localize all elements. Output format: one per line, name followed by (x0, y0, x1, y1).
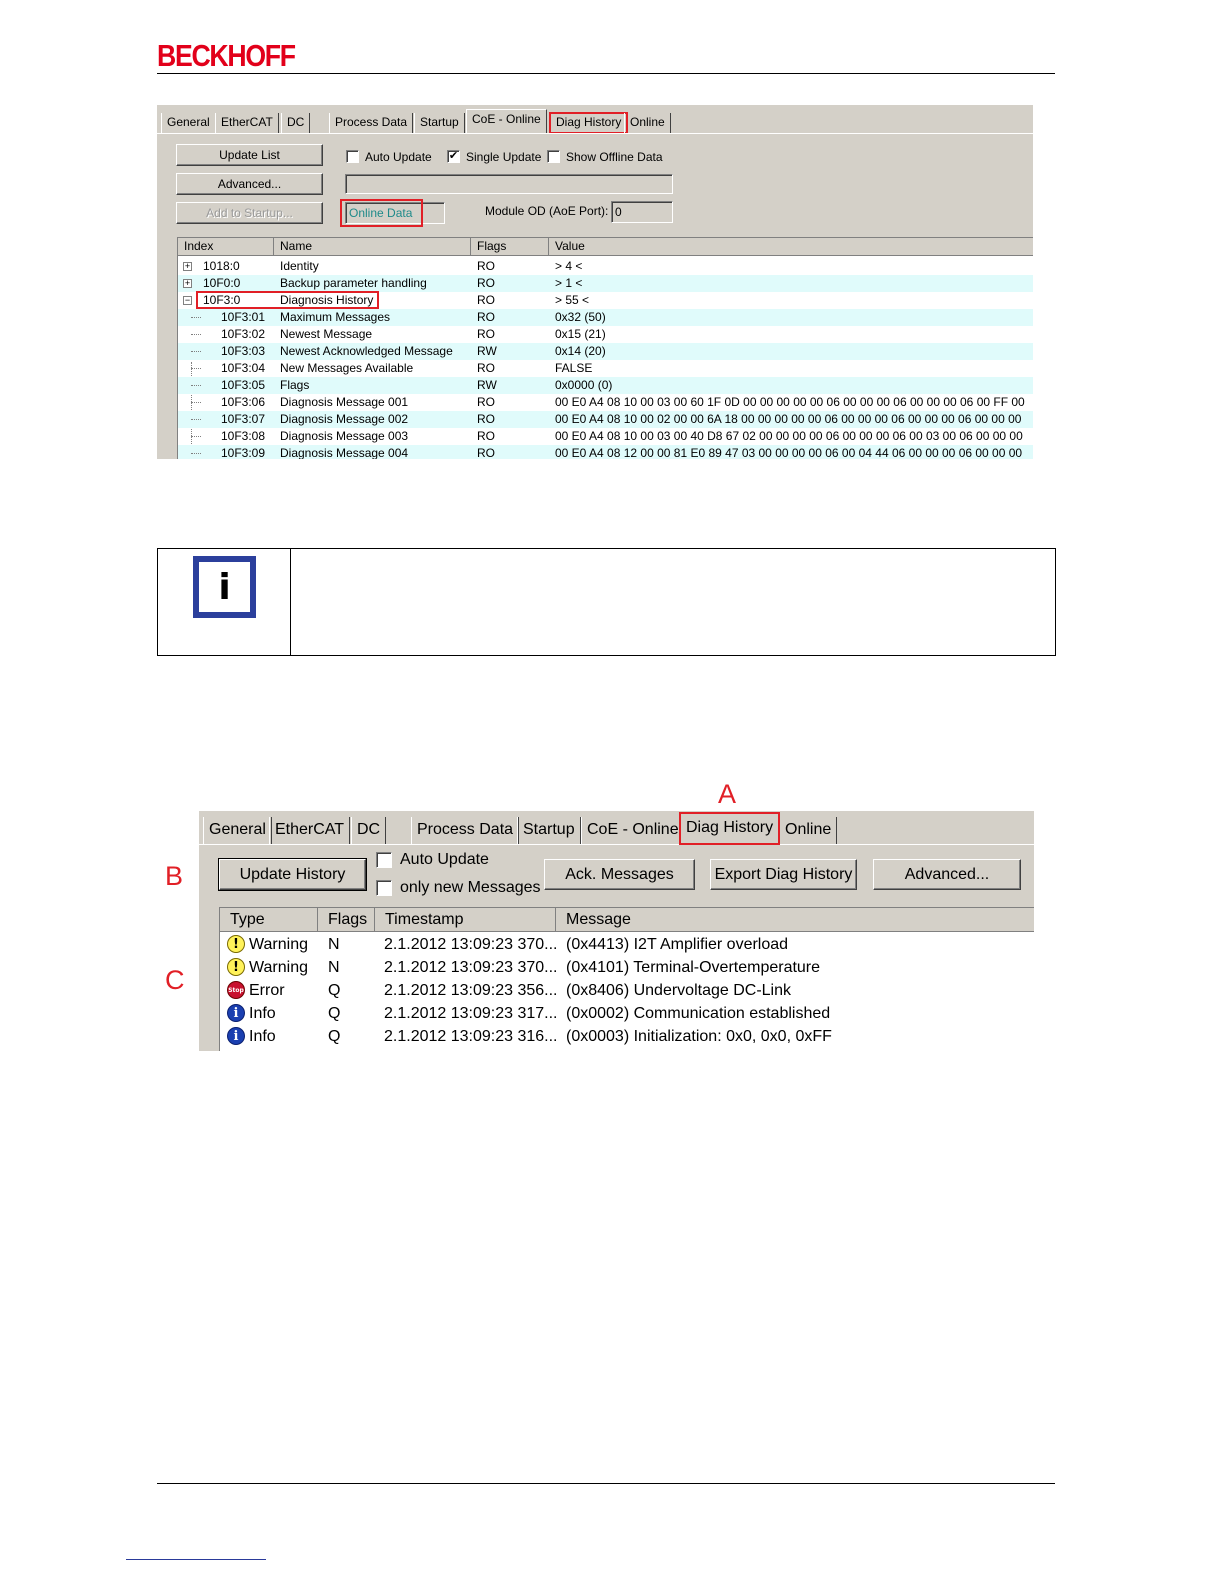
only-new-messages-checkbox[interactable] (376, 880, 392, 896)
update-list-button[interactable]: Update List (176, 144, 323, 166)
expand-icon[interactable]: + (184, 278, 191, 288)
tree-branch (191, 436, 201, 437)
row-value: > 1 < (555, 276, 583, 290)
row-message: (0x4413) I2T Amplifier overload (566, 936, 789, 953)
tab-dc[interactable]: DC (281, 113, 310, 133)
object-list (177, 237, 1033, 459)
coe-online-screenshot (157, 105, 1033, 459)
add-to-startup-button[interactable]: Add to Startup... (176, 202, 323, 224)
row-index: 1018:0 (203, 259, 240, 273)
tree-branch (191, 334, 201, 335)
tab-ethercat[interactable]: EtherCAT (215, 113, 279, 133)
header-rule (157, 73, 1055, 74)
row-type: Info (249, 1005, 276, 1022)
table-row[interactable] (220, 956, 1034, 979)
show-offline-label: Show Offline Data (566, 150, 663, 164)
column-name[interactable]: Name (274, 238, 471, 256)
row-index: 10F3:09 (221, 446, 266, 459)
tab-divider (157, 133, 1033, 134)
row-name: Diagnosis Message 001 (280, 395, 409, 409)
tab-diag-history[interactable]: Diag History (680, 813, 779, 844)
row-message: (0x8406) Undervoltage DC-Link (566, 982, 791, 999)
tab-diag-history[interactable]: Diag History (550, 113, 627, 133)
label-a: A (718, 779, 737, 809)
table-row[interactable] (178, 377, 1033, 394)
warning-icon: ! (227, 935, 245, 953)
row-flags: RO (477, 327, 495, 341)
row-type: Error (249, 982, 285, 999)
row-name: Identity (280, 259, 319, 273)
object-list-header (178, 238, 1033, 256)
single-update-label: Single Update (466, 150, 542, 164)
tab-online[interactable]: Online (624, 113, 671, 133)
note-divider (290, 549, 291, 655)
row-timestamp: 2.1.2012 13:09:23 370... (384, 936, 558, 953)
table-row[interactable] (178, 309, 1033, 326)
column-timestamp[interactable]: Timestamp (375, 908, 556, 932)
tab-divider (199, 844, 1034, 845)
row-value: 0x32 (50) (555, 310, 606, 324)
row-timestamp: 2.1.2012 13:09:23 317... (384, 1005, 558, 1022)
module-od-value: 0 (615, 205, 622, 219)
row-name: Diagnosis Message 004 (280, 446, 409, 459)
row-flags: N (328, 959, 340, 976)
row-name: Newest Message (280, 327, 373, 341)
row-flags: RO (477, 293, 495, 307)
tab-dc[interactable]: DC (351, 817, 386, 844)
row-flags: RO (477, 276, 495, 290)
message-list-header (220, 908, 1034, 932)
tab-general[interactable]: General (161, 113, 216, 133)
row-flags: RW (477, 378, 497, 392)
table-row[interactable] (220, 979, 1034, 1002)
beckhoff-logo: BECKHOFF (157, 38, 295, 73)
row-timestamp: 2.1.2012 13:09:23 316... (384, 1028, 558, 1045)
row-flags: RW (477, 344, 497, 358)
table-row[interactable] (178, 275, 1033, 292)
table-row[interactable] (178, 394, 1033, 411)
tree-branch (191, 351, 201, 352)
row-flags: RO (477, 361, 495, 375)
row-flags: RO (477, 395, 495, 409)
info-icon: i (227, 1004, 245, 1022)
table-row[interactable] (220, 1025, 1034, 1048)
only-new-messages-label: only new Messages (400, 879, 541, 896)
tree-branch (191, 368, 201, 369)
row-value: 00 E0 A4 08 12 00 00 81 E0 89 47 03 00 00 00 00 06 00 04 44 06 00 00 00 06 00 00 00 (555, 446, 1023, 459)
row-name: Newest Acknowledged Message (280, 344, 453, 358)
column-value[interactable]: Value (549, 238, 1033, 256)
row-value: 00 E0 A4 08 10 00 03 00 40 D8 67 02 00 00 00 00 06 00 00 00 06 00 03 00 06 00 00 00 (555, 429, 1023, 443)
tab-process-data[interactable]: Process Data (411, 817, 519, 844)
info-icon: i (227, 1027, 245, 1045)
table-row[interactable] (178, 326, 1033, 343)
row-flags: RO (477, 259, 495, 273)
footer-link-underline (126, 1559, 266, 1560)
tab-ethercat[interactable]: EtherCAT (269, 817, 350, 844)
row-index: 10F3:02 (221, 327, 266, 341)
tab-startup[interactable]: Startup (517, 817, 581, 844)
row-index: 10F3:0 (203, 293, 241, 307)
row-flags: RO (477, 446, 495, 459)
row-type: Info (249, 1028, 276, 1045)
row-message: (0x0002) Communication established (566, 1005, 831, 1022)
row-index: 10F3:04 (221, 361, 266, 375)
table-row[interactable] (178, 343, 1033, 360)
diagnosis-history-highlight (196, 291, 379, 309)
collapse-icon[interactable]: − (184, 295, 191, 305)
table-row[interactable] (220, 1002, 1034, 1025)
tree-branch (191, 453, 201, 454)
note-box (157, 548, 1056, 656)
row-value: 00 E0 A4 08 10 00 03 00 60 1F 0D 00 00 00 00 00 06 00 00 00 06 00 00 00 06 00 FF 00 (555, 395, 1025, 409)
tree-branch (191, 317, 201, 318)
footer-rule (157, 1483, 1055, 1484)
table-row[interactable] (178, 258, 1033, 275)
tab-process-data[interactable]: Process Data (329, 113, 413, 133)
column-type[interactable]: Type (220, 908, 318, 932)
tab-general[interactable]: General (203, 817, 272, 844)
module-od-label: Module OD (AoE Port): (485, 204, 609, 218)
show-offline-checkbox[interactable] (547, 150, 560, 163)
row-flags: N (328, 936, 340, 953)
update-history-button[interactable]: Update History (219, 859, 366, 890)
row-name: Diagnosis History (280, 293, 374, 307)
warning-icon: ! (227, 958, 245, 976)
table-row[interactable] (178, 445, 1033, 459)
module-od-input[interactable] (611, 201, 673, 223)
column-message[interactable]: Message (556, 908, 1034, 932)
online-data-highlight (340, 199, 423, 227)
table-row[interactable] (220, 933, 1034, 956)
tab-startup[interactable]: Startup (414, 113, 465, 133)
row-message: (0x4101) Terminal-Overtemperature (566, 959, 821, 976)
advanced-button[interactable]: Advanced... (176, 173, 323, 195)
row-timestamp: 2.1.2012 13:09:23 356... (384, 982, 558, 999)
error-icon: Stop (227, 981, 245, 999)
row-flags: RO (477, 429, 495, 443)
auto-update-checkbox[interactable] (346, 150, 359, 163)
table-row[interactable] (178, 428, 1033, 445)
row-index: 10F3:06 (221, 395, 266, 409)
row-name: Maximum Messages (280, 310, 391, 324)
advanced-button[interactable]: Advanced... (873, 859, 1021, 890)
row-name: Diagnosis Message 002 (280, 412, 409, 426)
tree-branch (191, 402, 201, 403)
row-flags: RO (477, 310, 495, 324)
diag-history-screenshot (199, 811, 1034, 1051)
expand-icon[interactable]: + (184, 261, 191, 271)
tree-branch (191, 419, 201, 420)
row-message: (0x0003) Initialization: 0x0, 0x0, 0xFF (566, 1028, 832, 1045)
row-name: Flags (280, 378, 310, 392)
row-name: Diagnosis Message 003 (280, 429, 409, 443)
ack-messages-button[interactable]: Ack. Messages (544, 859, 695, 890)
diag-message-list (219, 907, 1034, 1051)
online-data-label: Online Data (349, 206, 413, 220)
row-name: New Messages Available (280, 361, 414, 375)
row-flags: Q (328, 1028, 341, 1045)
info-icon (193, 556, 256, 618)
row-value: 0x14 (20) (555, 344, 606, 358)
row-index: 10F3:05 (221, 378, 266, 392)
row-index: 10F3:03 (221, 344, 266, 358)
column-flags[interactable]: Flags (471, 238, 549, 256)
row-value: 00 E0 A4 08 10 00 02 00 00 6A 18 00 00 00 00 00 06 00 00 00 06 00 00 00 06 00 00 00 (555, 412, 1022, 426)
row-index: 10F3:01 (221, 310, 266, 324)
row-timestamp: 2.1.2012 13:09:23 370... (384, 959, 558, 976)
row-value: 0x0000 (0) (555, 378, 613, 392)
label-c: C (165, 965, 185, 995)
table-row[interactable] (178, 411, 1033, 428)
row-index: 10F3:08 (221, 429, 266, 443)
info-glyph: i (218, 566, 231, 608)
tree-branch (191, 385, 201, 386)
auto-update-label: Auto Update (400, 851, 489, 868)
row-type: Warning (249, 936, 308, 953)
single-update-checkbox[interactable]: ✔ (448, 150, 459, 162)
tab-coe-online[interactable]: CoE - Online (581, 817, 685, 844)
row-flags: RO (477, 412, 495, 426)
row-value: > 55 < (555, 293, 590, 307)
row-value: FALSE (555, 361, 593, 375)
row-flags: Q (328, 1005, 341, 1022)
row-type: Warning (249, 959, 308, 976)
column-index[interactable]: Index (178, 238, 274, 256)
row-value: > 4 < (555, 259, 583, 273)
row-index: 10F3:07 (221, 412, 266, 426)
tab-coe-online[interactable]: CoE - Online (466, 109, 547, 133)
label-b: B (165, 861, 184, 891)
row-value: 0x15 (21) (555, 327, 606, 341)
status-field (345, 174, 673, 194)
row-name: Backup parameter handling (280, 276, 427, 290)
row-index: 10F0:0 (203, 276, 241, 290)
export-diag-history-button[interactable]: Export Diag History (710, 859, 857, 890)
row-flags: Q (328, 982, 341, 999)
tab-online[interactable]: Online (779, 817, 837, 844)
auto-update-label: Auto Update (365, 150, 432, 164)
column-flags[interactable]: Flags (318, 908, 375, 932)
table-row[interactable] (178, 360, 1033, 377)
auto-update-checkbox[interactable] (376, 852, 392, 868)
